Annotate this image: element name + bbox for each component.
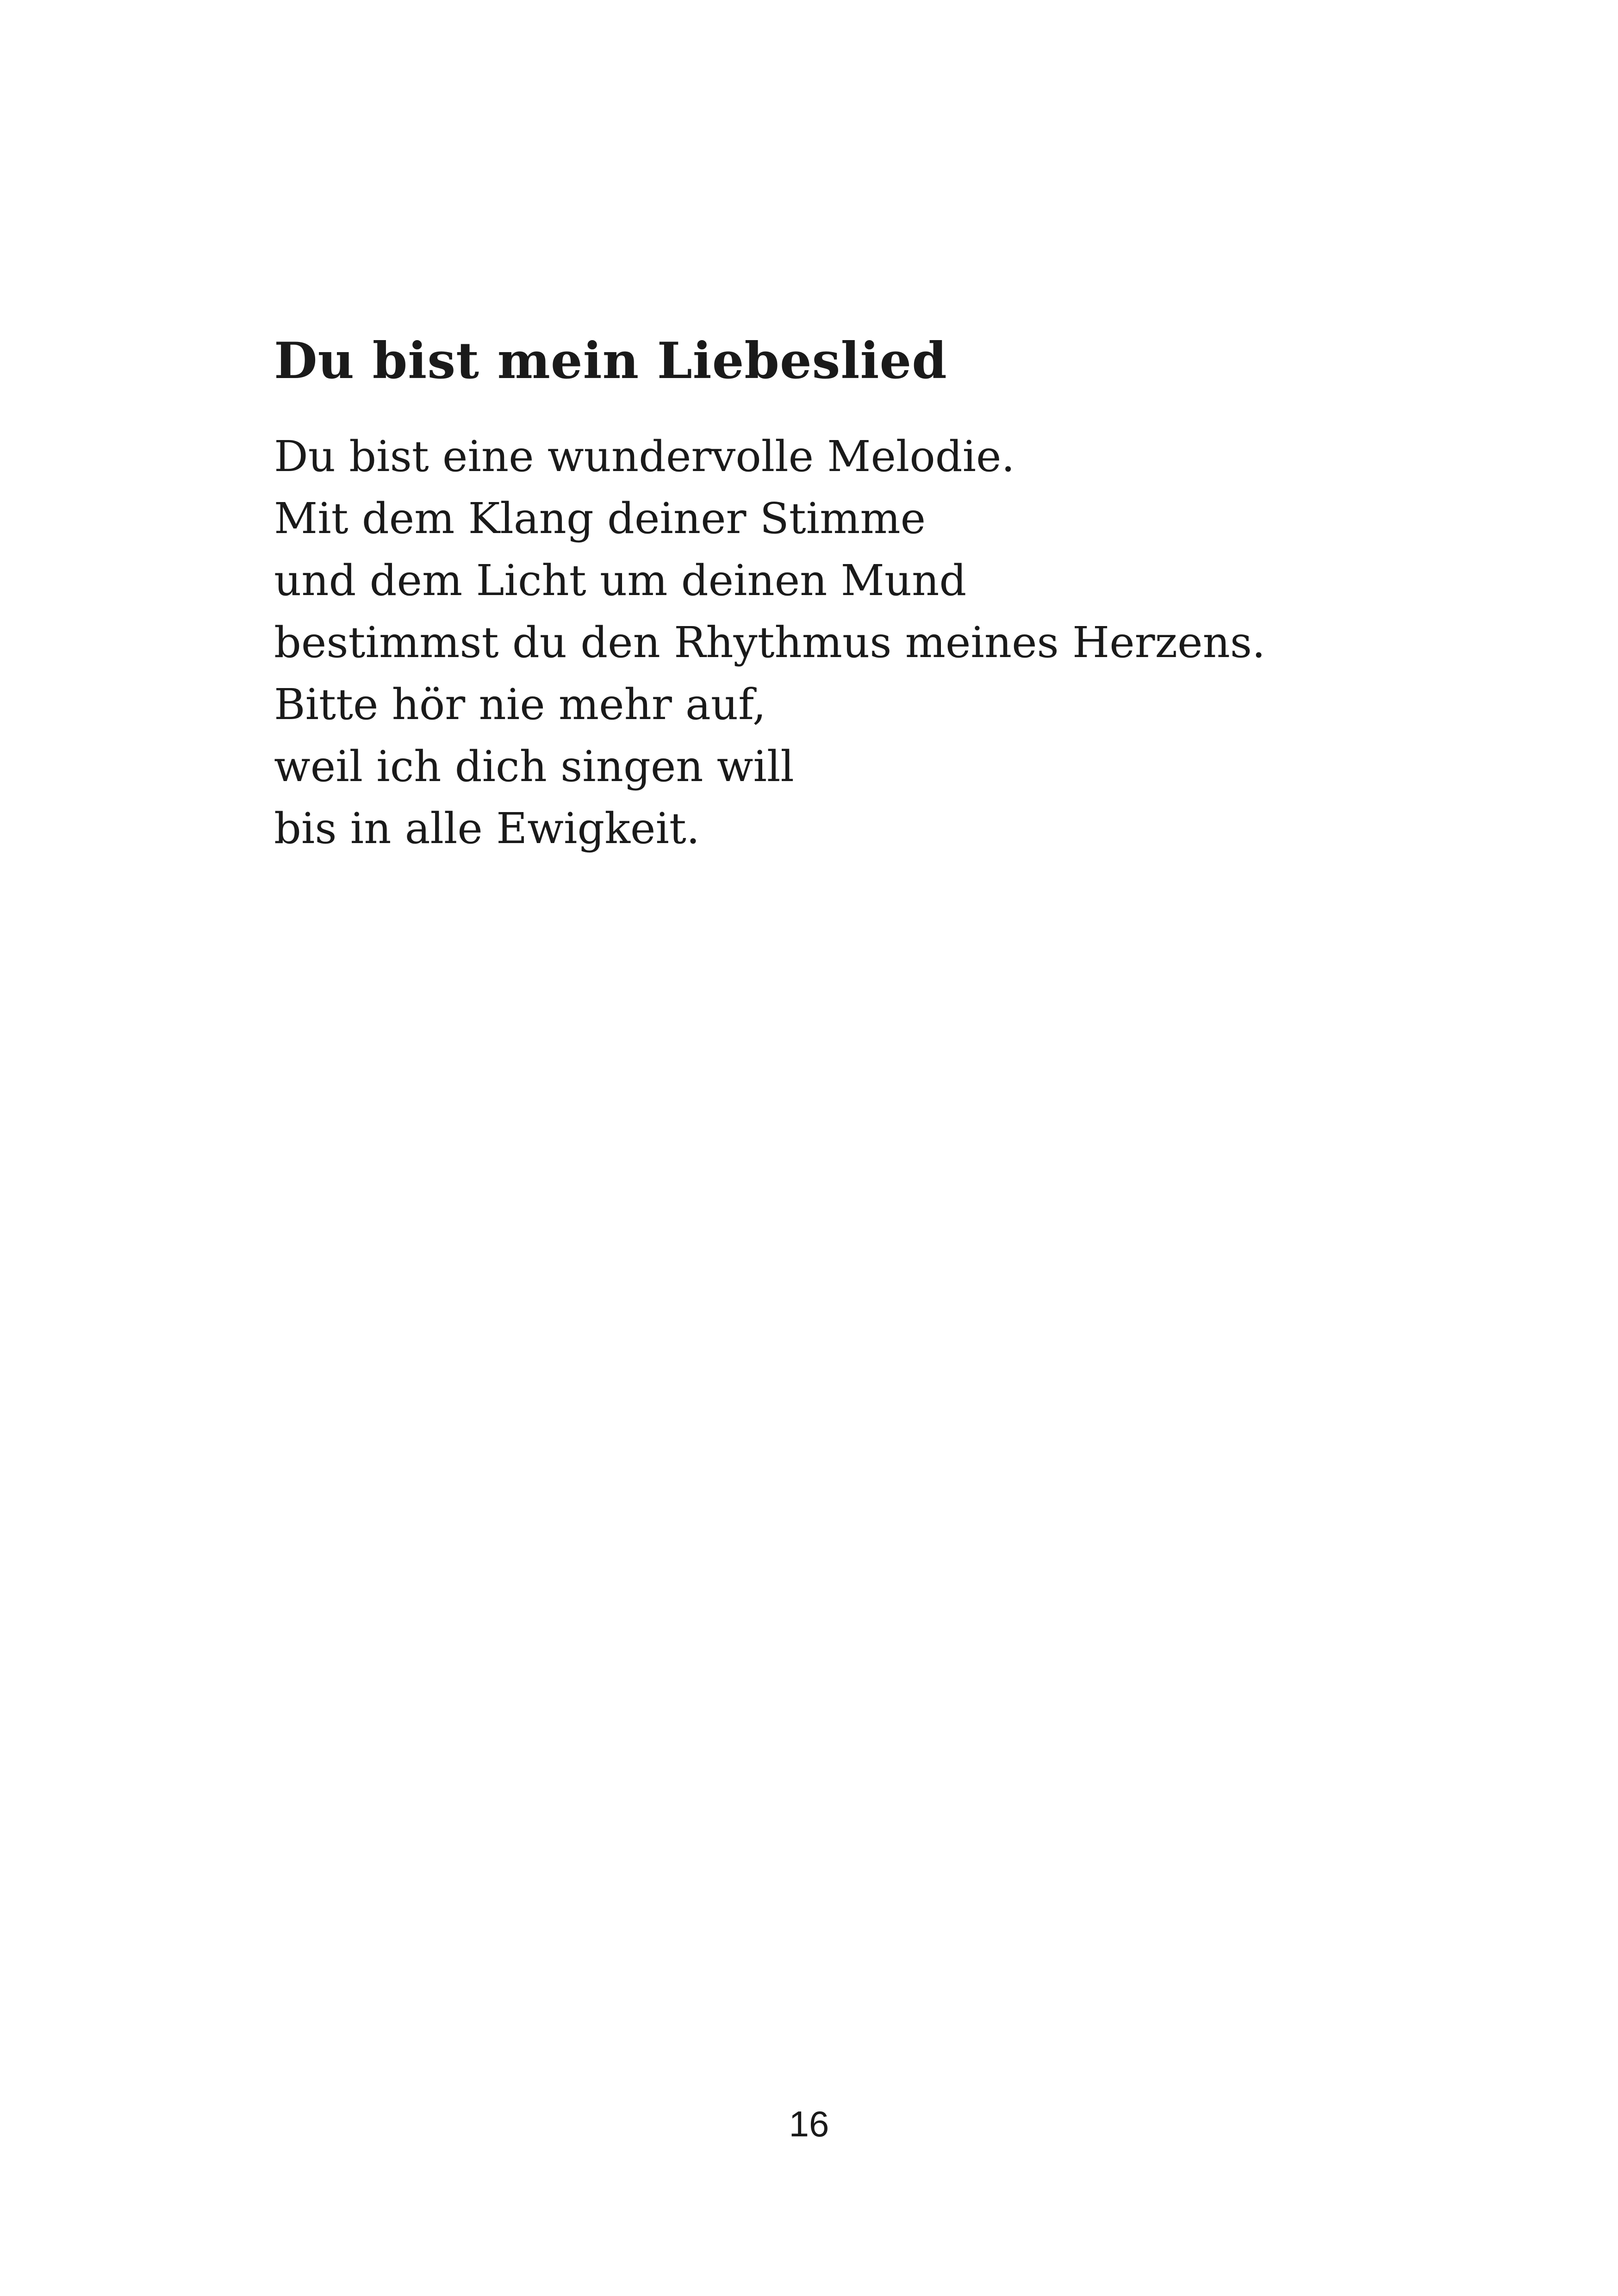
poem-line: Bitte hör nie mehr auf, — [274, 680, 766, 729]
page-number: 16 — [789, 2104, 829, 2144]
poem-line: weil ich dich singen will — [274, 742, 794, 791]
poem-line: Mit dem Klang deiner Stimme — [274, 494, 926, 543]
poem-line: bestimmst du den Rhythmus meines Herzens. — [274, 618, 1266, 667]
poem-line: Du bist eine wundervolle Melodie. — [274, 432, 1015, 481]
poem-line: bis in alle Ewigkeit. — [274, 804, 700, 853]
poem-title: Du bist mein Liebeslied — [274, 332, 947, 390]
poem-line: und dem Licht um deinen Mund — [274, 556, 967, 605]
poem-body — [274, 426, 1431, 860]
poem — [274, 326, 1431, 860]
